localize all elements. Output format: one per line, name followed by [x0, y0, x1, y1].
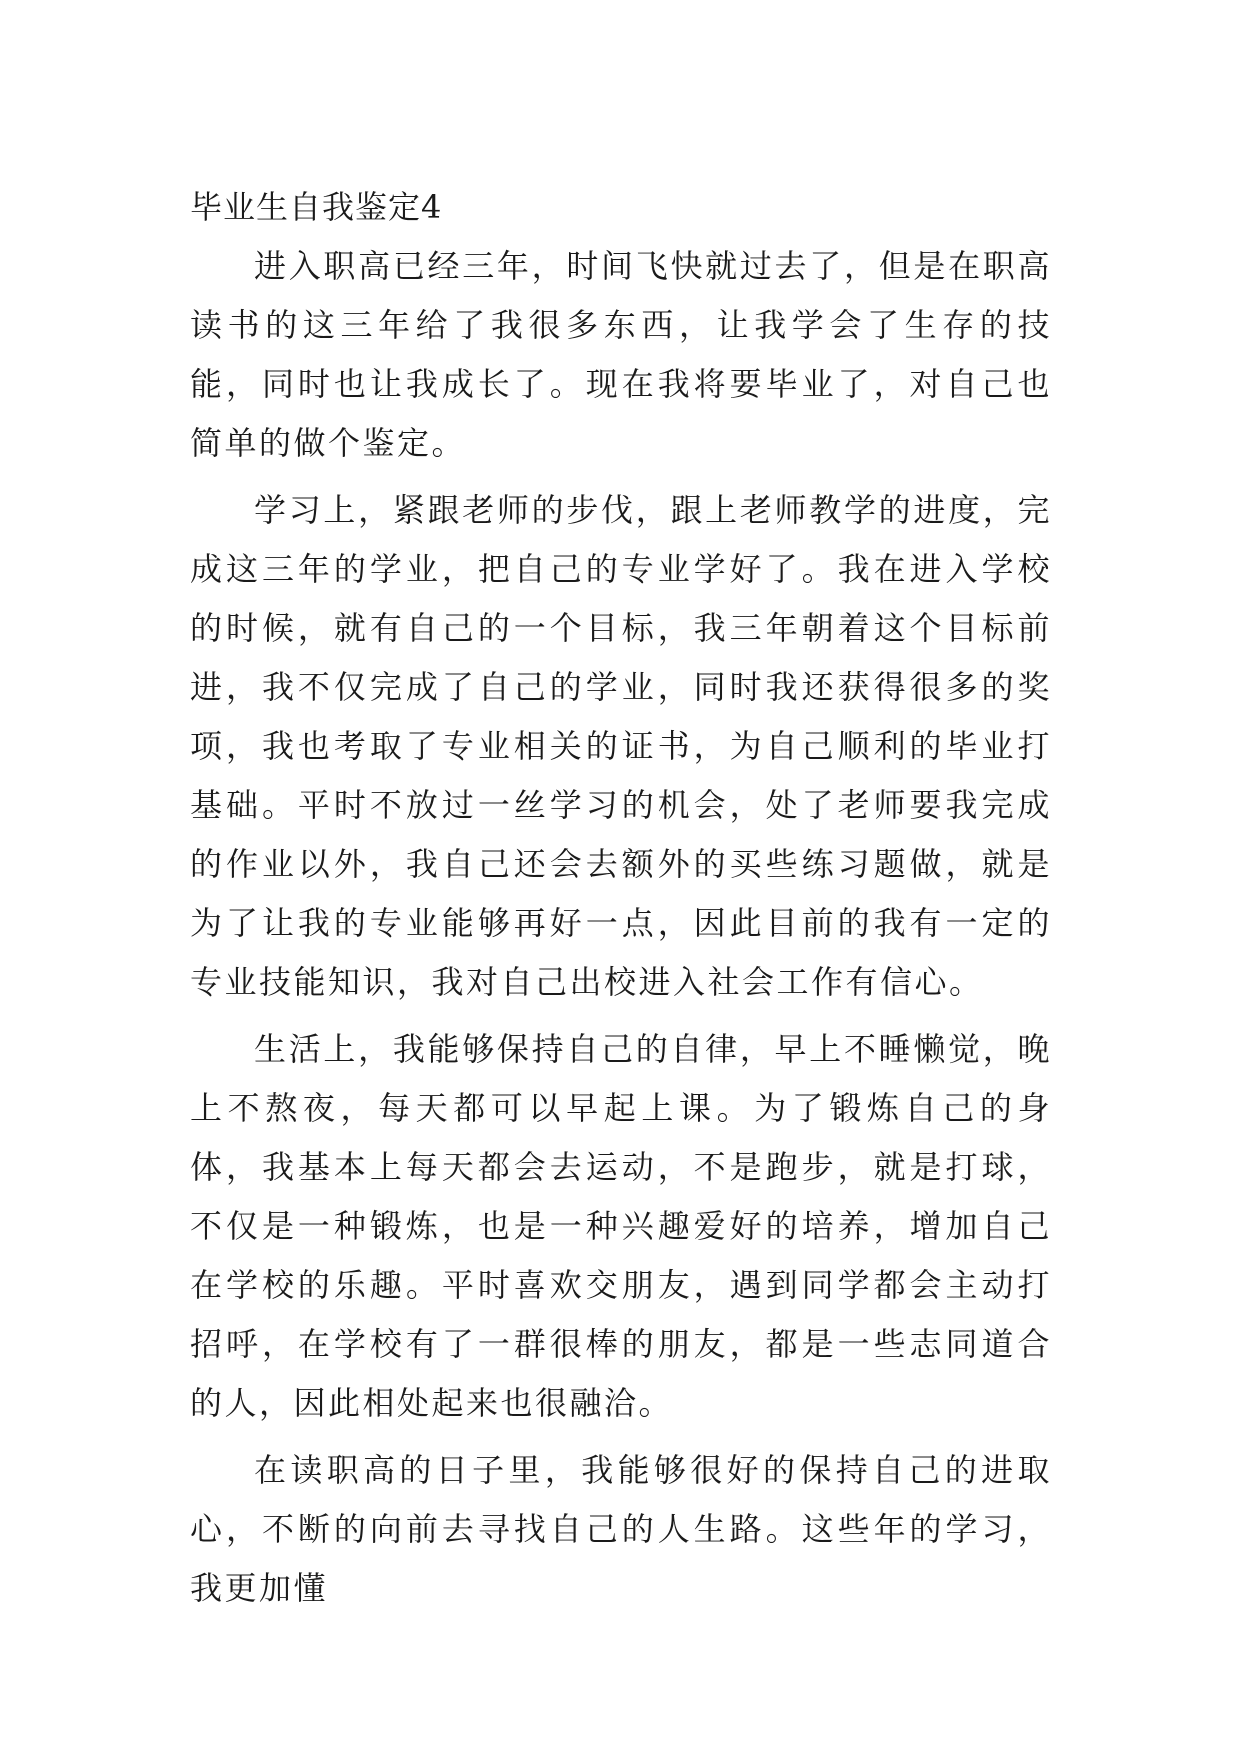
paragraph-study: 学习上，紧跟老师的步伐，跟上老师教学的进度，完成这三年的学业，把自己的专业学好了。我在进入学校的时候，就有自己的一个目标，我三年朝着这个目标前进，我不仅完成了自己的学业，同时我还获得很多的奖项，我也考取了专业相关的证书，为自己顺利的毕业打基础。平时不放过一丝学习的机会，处了老师要我完成的作业以外，我自己还会去额外的买些练习题做，就是为了让我的专业能够再好一点，因此目前的我有一定的专业技能知识，我对自己出校进入社会工作有信心。: [190, 491, 1052, 1001]
paragraph-life: 生活上，我能够保持自己的自律，早上不睡懒觉，晚上不熬夜，每天都可以早起上课。为了锻炼自己的身体，我基本上每天都会去运动，不是跑步，就是打球，不仅是一种锻炼，也是一种兴趣爱好的培养，增加自己在学校的乐趣。平时喜欢交朋友，遇到同学都会主动打招呼，在学校有了一群很棒的朋友，都是一些志同道合的人，因此相处起来也很融洽。: [190, 1030, 1052, 1422]
paragraph-intro: 进入职高已经三年，时间飞快就过去了，但是在职高读书的这三年给了我很多东西，让我学会了生存的技能，同时也让我成长了。现在我将要毕业了，对自己也简单的做个鉴定。: [190, 247, 1052, 462]
paragraph-growth: 在读职高的日子里，我能够很好的保持自己的进取心，不断的向前去寻找自己的人生路。这些年的学习，我更加懂: [190, 1451, 1052, 1607]
document-title: 毕业生自我鉴定4: [190, 188, 443, 226]
document-body: [190, 178, 1052, 1626]
